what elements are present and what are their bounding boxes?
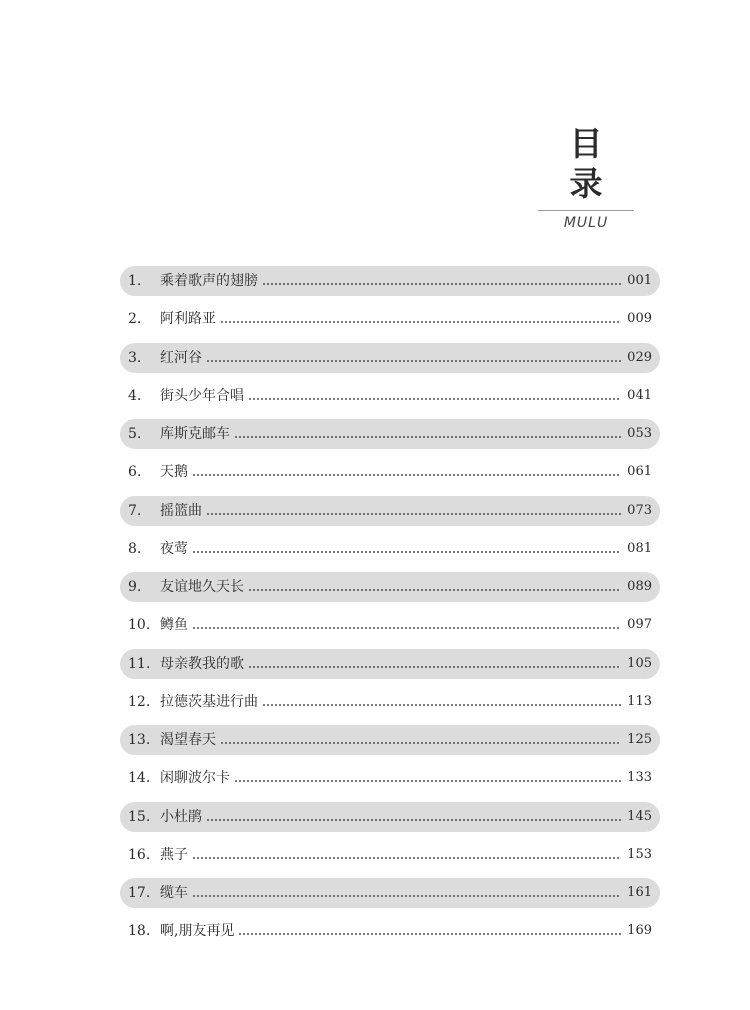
toc-entry-page: 169 bbox=[627, 923, 652, 939]
toc-entry-title: 街头少年合唱 bbox=[160, 387, 244, 404]
toc-entry-number: 17. bbox=[128, 885, 151, 901]
toc-entry-page: 061 bbox=[627, 464, 652, 480]
toc-entry-page: 153 bbox=[627, 846, 652, 862]
heading-divider bbox=[538, 210, 634, 211]
toc-entry-title: 小杜鹃 bbox=[160, 808, 202, 825]
toc-entry[interactable] bbox=[120, 763, 660, 793]
toc-entry-number: 15. bbox=[128, 808, 151, 825]
toc-entry-page: 029 bbox=[627, 349, 652, 365]
dot-leader bbox=[262, 704, 621, 706]
toc-entry-number: 18. bbox=[128, 923, 151, 940]
dot-leader bbox=[206, 513, 621, 515]
dot-leader bbox=[206, 360, 621, 362]
dot-leader bbox=[206, 819, 621, 821]
toc-entry[interactable] bbox=[120, 343, 660, 373]
dot-leader bbox=[192, 857, 621, 859]
toc-entry-title: 乘着歌声的翅膀 bbox=[160, 273, 258, 289]
toc-entry-title: 夜莺 bbox=[160, 540, 188, 557]
toc-entry-title: 友谊地久天长 bbox=[160, 579, 244, 595]
toc-heading bbox=[540, 124, 632, 231]
dot-leader bbox=[234, 436, 621, 438]
toc-entry[interactable] bbox=[120, 419, 660, 449]
dot-leader bbox=[192, 474, 621, 476]
toc-entry-title: 库斯克邮车 bbox=[160, 426, 230, 442]
toc-entry[interactable] bbox=[120, 802, 660, 832]
toc-entry-number: 7. bbox=[128, 502, 142, 519]
toc-entry[interactable] bbox=[120, 534, 660, 564]
toc-entry-title: 啊,朋友再见 bbox=[160, 923, 235, 940]
toc-entry-number: 11. bbox=[128, 655, 151, 672]
toc-entry-page: 041 bbox=[627, 387, 652, 403]
toc-entry-page: 089 bbox=[627, 579, 652, 594]
page-subtitle: MULU bbox=[563, 215, 609, 231]
toc-entry[interactable] bbox=[120, 610, 660, 640]
toc-entry-title: 缆车 bbox=[160, 885, 188, 901]
toc-entry[interactable] bbox=[120, 649, 660, 679]
toc-entry-page: 113 bbox=[627, 693, 652, 709]
toc-entry[interactable] bbox=[120, 304, 660, 334]
toc-entry-title: 拉德茨基进行曲 bbox=[160, 693, 258, 710]
toc-entry-page: 125 bbox=[627, 732, 652, 747]
toc-entry-title: 阿利路亚 bbox=[160, 311, 216, 328]
toc-entry[interactable] bbox=[120, 725, 660, 755]
dot-leader bbox=[234, 780, 621, 782]
dot-leader bbox=[192, 627, 621, 629]
toc-entry-title: 母亲教我的歌 bbox=[160, 655, 244, 672]
toc-entry-number: 1. bbox=[128, 273, 142, 289]
toc-entry[interactable] bbox=[120, 496, 660, 526]
toc-entry[interactable] bbox=[120, 266, 660, 296]
toc-entry-number: 12. bbox=[128, 693, 151, 710]
toc-entry-page: 009 bbox=[627, 311, 652, 327]
toc-entry-number: 10. bbox=[128, 617, 151, 634]
toc-entry-page: 001 bbox=[627, 273, 652, 288]
toc-entry-number: 16. bbox=[128, 846, 151, 863]
toc-entry-page: 097 bbox=[627, 617, 652, 633]
toc-entry-title: 红河谷 bbox=[160, 349, 202, 366]
dot-leader bbox=[192, 895, 621, 897]
toc-entry-number: 5. bbox=[128, 426, 142, 442]
toc-entry-page: 145 bbox=[627, 808, 652, 824]
toc-entry-page: 081 bbox=[627, 540, 652, 556]
toc-entry-page: 133 bbox=[627, 770, 652, 786]
toc-entry[interactable] bbox=[120, 381, 660, 411]
toc-entry[interactable] bbox=[120, 916, 660, 946]
toc-entry-number: 3. bbox=[128, 349, 142, 366]
toc-entry-number: 13. bbox=[128, 732, 151, 748]
toc-entry-number: 2. bbox=[128, 311, 142, 328]
toc-entry-title: 闲聊波尔卡 bbox=[160, 770, 230, 787]
toc-entry-page: 053 bbox=[627, 426, 652, 441]
toc-entry-number: 14. bbox=[128, 770, 151, 787]
table-of-contents bbox=[120, 266, 660, 955]
toc-entry-title: 鳟鱼 bbox=[160, 617, 188, 634]
toc-entry-number: 6. bbox=[128, 464, 142, 481]
toc-entry-number: 8. bbox=[128, 540, 142, 557]
toc-entry[interactable] bbox=[120, 840, 660, 870]
toc-entry[interactable] bbox=[120, 878, 660, 908]
toc-entry[interactable] bbox=[120, 572, 660, 602]
toc-entry-title: 天鹅 bbox=[160, 464, 188, 481]
dot-leader bbox=[192, 551, 621, 553]
dot-leader bbox=[262, 283, 621, 285]
toc-entry-title: 摇篮曲 bbox=[160, 502, 202, 519]
dot-leader bbox=[238, 933, 621, 935]
dot-leader bbox=[248, 666, 621, 668]
toc-entry-title: 燕子 bbox=[160, 846, 188, 863]
dot-leader bbox=[220, 742, 621, 744]
dot-leader bbox=[248, 589, 621, 591]
toc-entry-page: 161 bbox=[627, 885, 652, 900]
toc-entry-title: 渴望春天 bbox=[160, 732, 216, 748]
toc-entry[interactable] bbox=[120, 687, 660, 717]
toc-entry[interactable] bbox=[120, 457, 660, 487]
dot-leader bbox=[220, 321, 621, 323]
toc-entry-number: 4. bbox=[128, 387, 142, 404]
dot-leader bbox=[248, 398, 621, 400]
toc-entry-page: 073 bbox=[627, 502, 652, 518]
toc-entry-page: 105 bbox=[627, 655, 652, 671]
page-title: 目 录 bbox=[569, 124, 611, 203]
toc-entry-number: 9. bbox=[128, 579, 142, 595]
